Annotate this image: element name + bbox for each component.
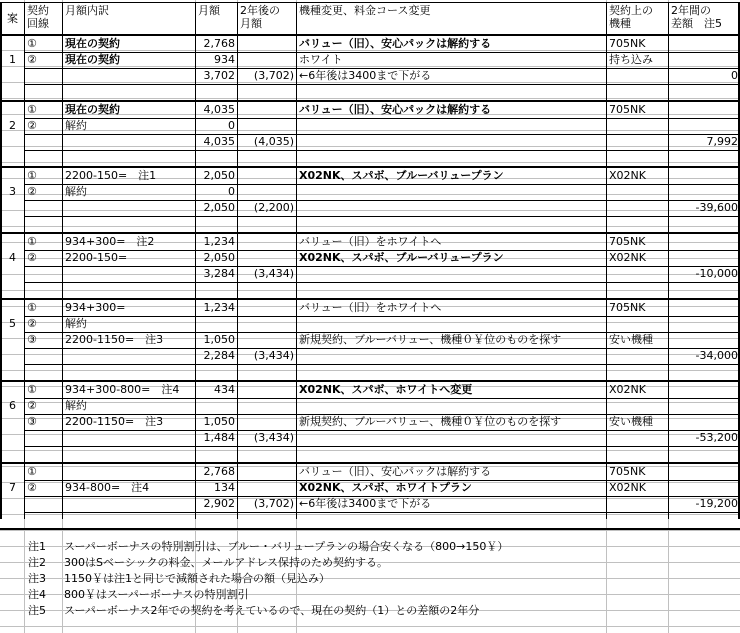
grid-row-line: [0, 226, 740, 227]
change-cell[interactable]: バリュー（旧）をホワイトへ: [299, 301, 442, 314]
column-border: [24, 2, 25, 519]
monthly-cell[interactable]: 1,050: [203, 415, 235, 428]
breakdown-cell[interactable]: 2200-1150= 注3: [65, 415, 164, 428]
note-label[interactable]: 注4: [28, 588, 46, 601]
summary-monthly-2y[interactable]: (4,035): [253, 135, 294, 148]
column-border: [237, 2, 238, 519]
device-cell[interactable]: X02NK: [609, 251, 646, 264]
row-border: [24, 364, 740, 365]
line-number[interactable]: ②: [27, 481, 37, 494]
summary-monthly[interactable]: 1,484: [203, 431, 235, 444]
row-border: [24, 216, 740, 217]
plan-number[interactable]: 1: [9, 53, 16, 66]
device-cell[interactable]: X02NK: [609, 169, 646, 182]
row-border: [24, 414, 740, 415]
summary-monthly[interactable]: 2,902: [203, 497, 235, 510]
device-cell[interactable]: 705NK: [609, 465, 646, 478]
breakdown-cell[interactable]: 2200-150= 注1: [65, 169, 157, 182]
column-border: [606, 2, 607, 519]
row-border: [24, 332, 740, 333]
breakdown-cell[interactable]: 解約: [65, 317, 87, 330]
plan-number[interactable]: 6: [9, 399, 16, 412]
summary-monthly-2y[interactable]: (3,434): [253, 431, 294, 444]
line-number[interactable]: ①: [27, 169, 37, 182]
monthly-cell[interactable]: 0: [228, 185, 235, 198]
note-label[interactable]: 注1: [28, 540, 46, 553]
row-border: [24, 446, 740, 447]
device-cell[interactable]: 705NK: [609, 301, 646, 314]
line-number[interactable]: ①: [27, 301, 37, 314]
row-border: [24, 200, 740, 201]
change-cell[interactable]: [297, 184, 606, 200]
change-cell[interactable]: [297, 118, 606, 134]
note-label[interactable]: 注3: [28, 572, 46, 585]
line-number[interactable]: ①: [27, 37, 37, 50]
line-number[interactable]: ②: [27, 317, 37, 330]
device-cell[interactable]: X02NK: [609, 481, 646, 494]
change-cell[interactable]: X02NK、スパボ、ブルーバリュープラン: [299, 169, 504, 182]
summary-monthly[interactable]: 2,284: [203, 349, 235, 362]
note-text[interactable]: 300はSベーシックの料金、メールアドレス保持のため契約する。: [64, 556, 388, 569]
line-number[interactable]: ①: [27, 235, 37, 248]
device-cell[interactable]: [607, 398, 668, 414]
grid-row-line: [0, 370, 740, 371]
summary-monthly-2y[interactable]: (3,702): [253, 69, 294, 82]
plan-number[interactable]: 3: [9, 185, 16, 198]
breakdown-cell[interactable]: 解約: [65, 399, 87, 412]
row-border: [24, 84, 740, 85]
summary-diff[interactable]: -10,000: [695, 267, 738, 280]
plan-number[interactable]: 5: [9, 317, 16, 330]
row-border: [24, 52, 740, 53]
line-number[interactable]: ②: [27, 53, 37, 66]
header-breakdown[interactable]: 月額内訳: [65, 4, 109, 17]
change-cell[interactable]: X02NK、スパボ、ホワイトへ変更: [299, 383, 473, 396]
plan-number[interactable]: 7: [9, 481, 16, 494]
header-monthly[interactable]: 月額: [198, 4, 220, 17]
plan-number[interactable]: 2: [9, 119, 16, 132]
summary-monthly[interactable]: 4,035: [203, 135, 235, 148]
line-number[interactable]: ③: [27, 333, 37, 346]
monthly-cell[interactable]: 934: [214, 53, 235, 66]
breakdown-cell[interactable]: 現在の契約: [65, 53, 120, 66]
header-plan[interactable]: 案: [7, 12, 18, 25]
line-number[interactable]: ③: [27, 415, 37, 428]
column-border: [0, 2, 2, 519]
note-text[interactable]: スーパーボーナスの特別割引は、ブルー・バリュープランの場合安くなる（800→150￥）: [64, 540, 509, 553]
breakdown-cell[interactable]: 現在の契約: [65, 37, 120, 50]
row-border: [24, 118, 740, 119]
monthly-cell[interactable]: 2,050: [203, 251, 235, 264]
row-border: [24, 184, 740, 185]
breakdown-cell[interactable]: 934-800= 注4: [65, 481, 150, 494]
note-label[interactable]: 注5: [28, 604, 46, 617]
summary-change[interactable]: ←6年後は3400まで下がる: [299, 69, 432, 82]
breakdown-cell[interactable]: 934+300-800= 注4: [65, 383, 180, 396]
row-border: [24, 512, 740, 513]
line-number[interactable]: ②: [27, 119, 37, 132]
device-cell[interactable]: [607, 184, 668, 200]
line-number[interactable]: ①: [27, 103, 37, 116]
header-change[interactable]: 機種変更、料金コース変更: [299, 4, 431, 17]
summary-monthly-2y[interactable]: (3,434): [253, 349, 294, 362]
monthly-cell[interactable]: 1,234: [203, 235, 235, 248]
grid-row-line: [0, 514, 740, 515]
summary-monthly-2y[interactable]: (2,200): [253, 201, 294, 214]
column-border: [195, 2, 196, 519]
grid-row-line: [0, 290, 740, 291]
header-diff[interactable]: 2年間の 差額 注5: [671, 4, 722, 30]
note-text[interactable]: 1150￥は注1と同じで減額された場合の額（見込み）: [64, 572, 330, 585]
change-cell[interactable]: ホワイト: [299, 53, 343, 66]
device-cell[interactable]: 持ち込み: [609, 53, 653, 66]
summary-change[interactable]: ←6年後は3400まで下がる: [299, 497, 432, 510]
grid-row-line: [0, 626, 740, 627]
breakdown-cell[interactable]: 934+300=: [65, 301, 126, 314]
note-label[interactable]: 注2: [28, 556, 46, 569]
summary-monthly[interactable]: 3,284: [203, 267, 235, 280]
change-cell[interactable]: 新規契約、ブルーバリュー、機種０￥位のものを探す: [299, 333, 562, 346]
summary-diff[interactable]: -39,600: [695, 201, 738, 214]
change-cell[interactable]: 新規契約、ブルーバリュー、機種０￥位のものを探す: [299, 415, 562, 428]
note-text[interactable]: スーパーボーナス2年での契約を考えているので、現在の契約（1）との差額の2年分: [64, 604, 480, 617]
breakdown-cell[interactable]: 934+300= 注2: [65, 235, 155, 248]
summary-monthly-2y[interactable]: (3,702): [253, 497, 294, 510]
monthly-cell[interactable]: 0: [228, 119, 235, 132]
monthly-cell[interactable]: 134: [214, 481, 235, 494]
grid-row-line: [0, 162, 740, 163]
row-border: [24, 150, 740, 151]
monthly-cell[interactable]: 1,234: [203, 301, 235, 314]
summary-monthly[interactable]: 3,702: [203, 69, 235, 82]
row-border: [24, 398, 740, 399]
breakdown-cell[interactable]: 解約: [65, 185, 87, 198]
line-number[interactable]: ②: [27, 399, 37, 412]
row-border: [24, 68, 740, 69]
line-number[interactable]: ②: [27, 185, 37, 198]
device-cell[interactable]: [607, 316, 668, 332]
plan-number[interactable]: 4: [9, 251, 16, 264]
summary-change[interactable]: [297, 348, 606, 364]
monthly-cell[interactable]: 2,768: [203, 465, 235, 478]
device-cell[interactable]: 安い機種: [609, 415, 653, 428]
summary-diff[interactable]: 0: [731, 69, 738, 82]
grid-row-line: [0, 450, 740, 451]
change-cell[interactable]: [297, 316, 606, 332]
monthly-cell[interactable]: [196, 398, 237, 414]
summary-diff[interactable]: -19,200: [695, 497, 738, 510]
monthly-cell[interactable]: 4,035: [203, 103, 235, 116]
breakdown-cell[interactable]: 2200-1150= 注3: [65, 333, 164, 346]
note-text[interactable]: 800￥はスーパーボーナスの特別割引: [64, 588, 249, 601]
change-cell[interactable]: [297, 398, 606, 414]
summary-diff[interactable]: -53,200: [695, 431, 738, 444]
breakdown-cell[interactable]: 現在の契約: [65, 103, 120, 116]
device-cell[interactable]: 705NK: [609, 103, 646, 116]
summary-diff[interactable]: -34,000: [695, 349, 738, 362]
summary-change[interactable]: [297, 200, 606, 216]
monthly-cell[interactable]: 2,768: [203, 37, 235, 50]
line-number[interactable]: ①: [27, 465, 37, 478]
summary-change[interactable]: [297, 266, 606, 282]
change-cell[interactable]: バリュー（旧）をホワイトへ: [299, 235, 442, 248]
breakdown-cell[interactable]: 解約: [65, 119, 87, 132]
device-cell[interactable]: 705NK: [609, 37, 646, 50]
device-cell[interactable]: 安い機種: [609, 333, 653, 346]
summary-diff[interactable]: 7,992: [706, 135, 738, 148]
monthly-cell[interactable]: 434: [214, 383, 235, 396]
plan-separator: [0, 528, 740, 530]
line-number[interactable]: ②: [27, 251, 37, 264]
header-device[interactable]: 契約上の 機種: [609, 4, 653, 30]
summary-monthly[interactable]: 2,050: [203, 201, 235, 214]
row-border: [24, 496, 740, 497]
monthly-cell[interactable]: 1,050: [203, 333, 235, 346]
summary-monthly-2y[interactable]: (3,434): [253, 267, 294, 280]
row-border: [24, 266, 740, 267]
column-border: [62, 2, 63, 519]
column-border: [668, 2, 669, 519]
breakdown-cell[interactable]: 2200-150=: [65, 251, 128, 264]
change-cell[interactable]: バリュー（旧）、安心パックは解約する: [299, 465, 492, 478]
row-border: [24, 480, 740, 481]
breakdown-cell[interactable]: [63, 464, 195, 480]
summary-change[interactable]: [297, 430, 606, 446]
header-top-border: [0, 2, 740, 3]
header-line[interactable]: 契約 回線: [27, 4, 49, 30]
row-border: [24, 282, 740, 283]
line-number[interactable]: ①: [27, 383, 37, 396]
monthly-cell[interactable]: [196, 316, 237, 332]
grid-row-line: [0, 530, 740, 531]
row-border: [24, 316, 740, 317]
header-monthly_2y[interactable]: 2年後の 月額: [240, 4, 280, 30]
row-border: [24, 134, 740, 135]
summary-change[interactable]: [297, 134, 606, 150]
column-border: [296, 2, 297, 519]
device-cell[interactable]: 705NK: [609, 235, 646, 248]
row-border: [24, 348, 740, 349]
device-cell[interactable]: [607, 118, 668, 134]
change-cell[interactable]: バリュー（旧）、安心パックは解約する: [299, 37, 492, 50]
device-cell[interactable]: X02NK: [609, 383, 646, 396]
change-cell[interactable]: バリュー（旧）、安心パックは解約する: [299, 103, 492, 116]
grid-row-line: [0, 98, 740, 99]
row-border: [24, 250, 740, 251]
change-cell[interactable]: X02NK、スパボ、ブルーバリュープラン: [299, 251, 504, 264]
row-border: [24, 430, 740, 431]
monthly-cell[interactable]: 2,050: [203, 169, 235, 182]
change-cell[interactable]: X02NK、スパボ、ホワイトプラン: [299, 481, 472, 494]
